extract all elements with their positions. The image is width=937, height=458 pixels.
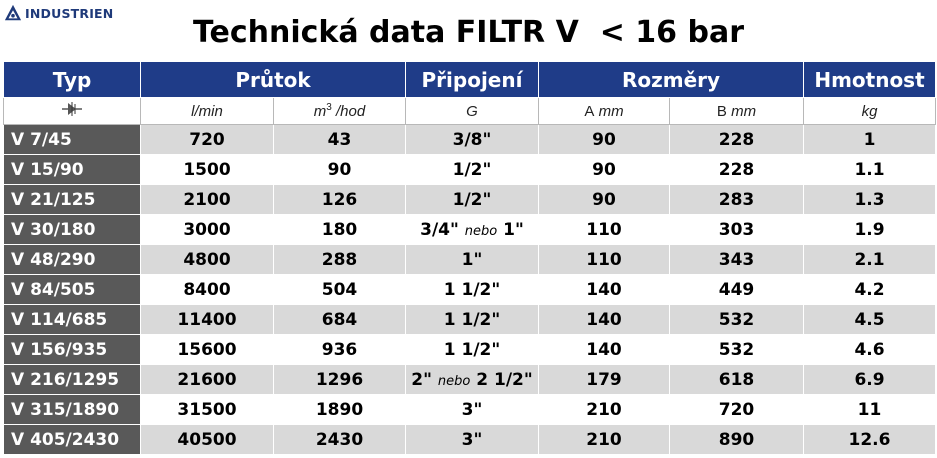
filter-flow-icon <box>61 101 83 117</box>
conn-primary: 3" <box>461 429 483 450</box>
cell-a: 110 <box>539 215 670 245</box>
cell-lmin: 11400 <box>141 305 274 335</box>
table-row <box>4 155 936 185</box>
cell-lmin: 15600 <box>141 335 274 365</box>
cell-lmin: 1500 <box>141 155 274 185</box>
table-row <box>4 275 936 305</box>
unit-kg: kg <box>804 98 936 125</box>
cell-b: 228 <box>670 155 804 185</box>
cell-conn <box>406 305 539 335</box>
cell-lmin: 31500 <box>141 395 274 425</box>
cell-lmin: 40500 <box>141 425 274 455</box>
table-row <box>4 365 936 395</box>
cell-conn <box>406 365 539 395</box>
table-row <box>4 215 936 245</box>
conn-primary: 3/4" <box>420 219 459 240</box>
cell-kg: 4.6 <box>804 335 936 365</box>
unit-typ <box>4 98 141 125</box>
conn-alternative: 2 1/2" <box>476 369 533 390</box>
conn-primary: 3/8" <box>452 129 492 150</box>
cell-lmin: 3000 <box>141 215 274 245</box>
cell-typ: V 21/125 <box>4 185 141 215</box>
cell-typ: V 48/290 <box>4 245 141 275</box>
cell-kg: 12.6 <box>804 425 936 455</box>
unit-b: B mm <box>670 98 804 125</box>
table-row <box>4 125 936 155</box>
cell-m3h: 1296 <box>274 365 406 395</box>
cell-b: 720 <box>670 395 804 425</box>
cell-kg: 1.3 <box>804 185 936 215</box>
cell-a: 210 <box>539 425 670 455</box>
cell-conn <box>406 245 539 275</box>
technical-data-table <box>3 61 936 455</box>
page-title: Technická data FILTR V < 16 bar <box>193 15 744 50</box>
cell-m3h: 180 <box>274 215 406 245</box>
conn-primary: 1" <box>461 249 483 270</box>
cell-conn <box>406 275 539 305</box>
cell-conn <box>406 155 539 185</box>
conn-separator: nebo <box>437 373 471 389</box>
cell-lmin: 2100 <box>141 185 274 215</box>
cell-conn <box>406 215 539 245</box>
cell-b: 343 <box>670 245 804 275</box>
unit-m3h: $m^3$ /hod <box>274 98 406 125</box>
cell-m3h: 1890 <box>274 395 406 425</box>
cell-m3h: 684 <box>274 305 406 335</box>
cell-typ: V 7/45 <box>4 125 141 155</box>
header-row <box>4 62 936 98</box>
cell-b: 283 <box>670 185 804 215</box>
table-row <box>4 335 936 365</box>
cell-conn <box>406 335 539 365</box>
cell-m3h: 126 <box>274 185 406 215</box>
conn-primary: 1 1/2" <box>443 279 501 300</box>
cell-lmin: 720 <box>141 125 274 155</box>
cell-kg: 11 <box>804 395 936 425</box>
cell-conn <box>406 425 539 455</box>
cell-b: 532 <box>670 305 804 335</box>
cell-typ: V 156/935 <box>4 335 141 365</box>
cell-b: 618 <box>670 365 804 395</box>
cell-a: 179 <box>539 365 670 395</box>
conn-primary: 1/2" <box>452 159 492 180</box>
table-row <box>4 305 936 335</box>
cell-typ: V 114/685 <box>4 305 141 335</box>
cell-typ: V 15/90 <box>4 155 141 185</box>
cell-kg: 2.1 <box>804 245 936 275</box>
cell-a: 110 <box>539 245 670 275</box>
cell-m3h: 936 <box>274 335 406 365</box>
cell-m3h: 2430 <box>274 425 406 455</box>
table-row <box>4 395 936 425</box>
cell-m3h: 288 <box>274 245 406 275</box>
cell-m3h: 90 <box>274 155 406 185</box>
table-body <box>4 125 936 455</box>
header-pripojeni: Připojení <box>406 62 539 98</box>
header-prutok: Průtok <box>141 62 406 98</box>
cell-kg: 1.1 <box>804 155 936 185</box>
header-typ: Typ <box>4 62 141 98</box>
cell-typ: V 315/1890 <box>4 395 141 425</box>
cell-kg: 1.9 <box>804 215 936 245</box>
cell-b: 303 <box>670 215 804 245</box>
conn-primary: 3" <box>461 399 483 420</box>
cell-lmin: 21600 <box>141 365 274 395</box>
conn-primary: 2" <box>411 369 432 390</box>
cell-lmin: 8400 <box>141 275 274 305</box>
cell-a: 90 <box>539 155 670 185</box>
cell-typ: V 405/2430 <box>4 425 141 455</box>
unit-g: G <box>406 98 539 125</box>
cell-conn <box>406 125 539 155</box>
cell-lmin: 4800 <box>141 245 274 275</box>
cell-a: 90 <box>539 185 670 215</box>
units-row <box>4 98 936 125</box>
unit-a: A mm <box>539 98 670 125</box>
cell-typ: V 84/505 <box>4 275 141 305</box>
cell-b: 532 <box>670 335 804 365</box>
cell-a: 90 <box>539 125 670 155</box>
conn-separator: nebo <box>464 223 498 239</box>
brand-name: INDUSTRIEN <box>25 5 114 21</box>
cell-b: 449 <box>670 275 804 305</box>
cell-b: 228 <box>670 125 804 155</box>
header-rozmery: Rozměry <box>539 62 804 98</box>
table-row <box>4 425 936 455</box>
table-row <box>4 245 936 275</box>
cell-kg: 4.5 <box>804 305 936 335</box>
cell-a: 140 <box>539 275 670 305</box>
cell-a: 140 <box>539 335 670 365</box>
cell-typ: V 30/180 <box>4 215 141 245</box>
cell-m3h: 504 <box>274 275 406 305</box>
cell-b: 890 <box>670 425 804 455</box>
conn-primary: 1 1/2" <box>443 339 501 360</box>
table-row <box>4 185 936 215</box>
cell-a: 210 <box>539 395 670 425</box>
unit-lmin: l/min <box>141 98 274 125</box>
cell-typ: V 216/1295 <box>4 365 141 395</box>
cell-kg: 4.2 <box>804 275 936 305</box>
header-hmotnost: Hmotnost <box>804 62 936 98</box>
conn-primary: 1/2" <box>452 189 492 210</box>
cell-a: 140 <box>539 305 670 335</box>
cell-m3h: 43 <box>274 125 406 155</box>
cell-conn <box>406 185 539 215</box>
cell-kg: 1 <box>804 125 936 155</box>
conn-primary: 1 1/2" <box>443 309 501 330</box>
conn-alternative: 1" <box>503 219 524 240</box>
cell-kg: 6.9 <box>804 365 936 395</box>
cell-conn <box>406 395 539 425</box>
